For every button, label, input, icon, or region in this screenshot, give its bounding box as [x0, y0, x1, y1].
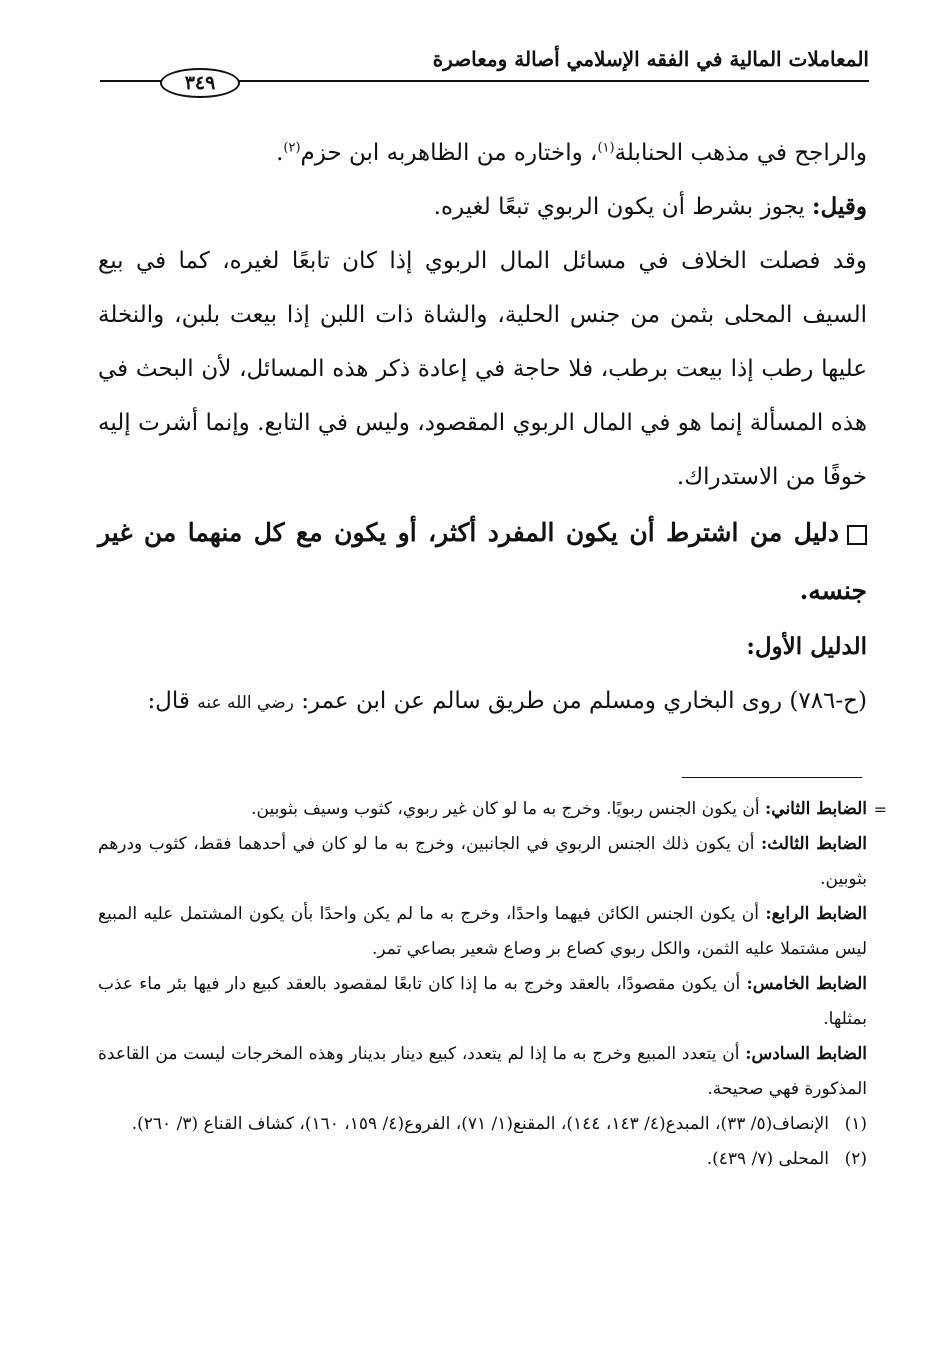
first-evidence-subheading: الدليل الأول:: [746, 633, 867, 660]
other-view-text: يجوز بشرط أن يكون الربوي تبعًا لغيره.: [433, 194, 813, 220]
main-text: [98, 126, 867, 730]
criterion-label: الضابط الثاني:: [765, 799, 867, 819]
paragraph-preponderant-view: [98, 126, 867, 180]
continuation-mark: =: [873, 800, 887, 819]
criterion-text: أن يكون الجنس ربويًا. وخرج به ما لو كان غير ربوي، كثوب وسيف بثوبين.: [251, 799, 765, 819]
hadith-end: قال:: [147, 688, 198, 714]
section-heading-text: دليل من اشترط أن يكون المفرد أكثر، أو يكون مع كل منهما من غير جنسه.: [98, 518, 867, 605]
criterion-label: الضابط الرابع:: [765, 904, 867, 924]
footnote-ref-1[interactable]: (١): [597, 140, 615, 156]
footnote-1: [98, 1107, 867, 1142]
criterion-label: الضابط السادس:: [745, 1044, 867, 1064]
criterion-text: أن يكون مقصودًا، بالعقد وخرج به ما إذا كان تابعًا لمقصود بالعقد كبيع دار فيها بئر ماء عذب بمثلها.: [98, 974, 867, 1029]
footnote-line: [98, 827, 867, 897]
criterion-label: الضابط الثالث:: [760, 834, 867, 854]
square-bullet-icon: [847, 525, 867, 545]
page-number: ٣٤٩: [160, 68, 240, 98]
footnote-number: (٢): [844, 1149, 867, 1169]
footnote-separator: [682, 777, 862, 778]
footnotes: [98, 792, 887, 1177]
p1-text: والراجح في مذهب الحنابلة: [614, 140, 867, 166]
other-view-label: وقيل:: [812, 193, 867, 220]
footnote-text: الإنصاف(٥/ ٣٣)، المبدع(٤/ ١٤٣، ١٤٤)، المقنع(١/ ٧١)، الفروع(٤/ ١٥٩، ١٦٠)، كشاف القناع (٣/ ٢٦٠).: [131, 1114, 829, 1134]
hadith-intro: (ح-٧٨٦) روى البخاري ومسلم من طريق سالم عن ابن عمر:: [301, 688, 867, 714]
footnote-line: [98, 967, 867, 1037]
running-header-title: المعاملات المالية في الفقه الإسلامي أصالة ومعاصرة: [432, 47, 869, 71]
footnote-text: المحلى (٧/ ٤٣٩).: [706, 1149, 829, 1169]
hadith-paragraph: [98, 674, 867, 730]
footnote-line: [98, 1037, 867, 1107]
footnote-2: [98, 1142, 867, 1177]
paragraph-other-view: [98, 180, 867, 234]
footnote-line: [98, 792, 887, 827]
criterion-label: الضابط الخامس:: [746, 974, 867, 994]
footnote-line: [98, 897, 867, 967]
p1-end: .: [276, 140, 284, 166]
footnote-number: (١): [844, 1114, 867, 1134]
p1-mid: ، واختاره من الظاهربه ابن حزم: [300, 140, 598, 166]
paragraph-details: وقد فصلت الخلاف في مسائل المال الربوي إذا كان تابعًا لغيره، كما في بيع السيف المحلى بثمن من جنس الحلية، والشاة ذات اللبن إذا بيعت بلبن، والنخلة عليها رطب إذا بيعت برطب، فلا حاجة في إعادة ذكر هذه المسائل، لأن البحث في هذه المسألة إنما هو في المال الربوي المقصود، وليس في التابع. وإنما أشرت إليه خوفًا من الاستدراك.: [98, 248, 867, 490]
footnote-ref-2[interactable]: (٢): [283, 140, 301, 156]
criterion-text: أن يتعدد المبيع وخرج به ما إذا لم يتعدد، كبيع دينار بدينار وهذه المخرجات ليست من القاعدة المذكورة فهي صحيحة.: [98, 1044, 867, 1099]
criterion-text: أن يكون ذلك الجنس الربوي في الجانبين، وخرج به ما لو كان في أحدهما فقط، كثوب ودرهم بثوبين.: [98, 834, 867, 889]
honorific-symbol: رضي الله عنه: [197, 693, 294, 713]
criterion-text: أن يكون الجنس الكائن فيهما واحدًا، وخرج به ما لم يكن واحدًا بأن يكون المشتمل عليه المبيع ليس مشتملا عليه الثمن، والكل ربوي كصاع بر وصاع شعير بصاعي تمر.: [98, 904, 867, 959]
section-heading: [98, 504, 867, 620]
